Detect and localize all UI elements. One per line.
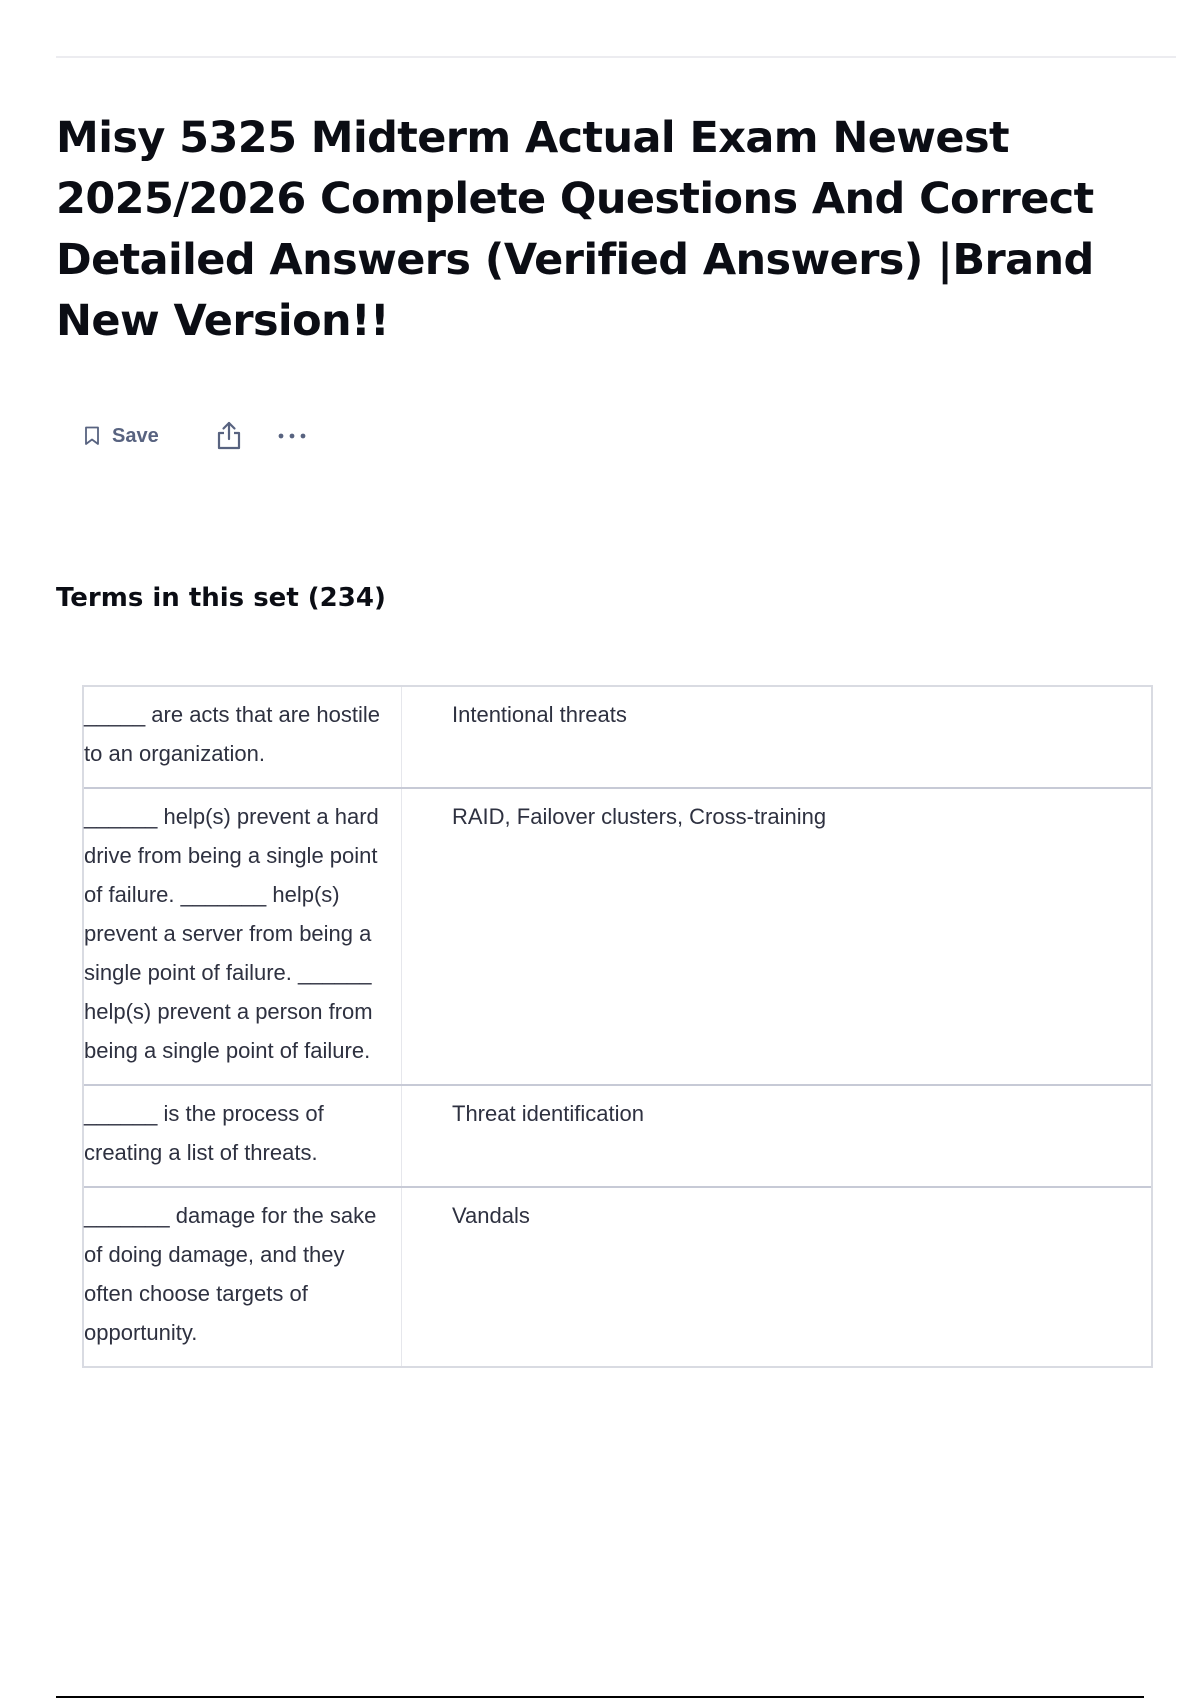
term-question: _______ damage for the sake of doing damage, and they often choose targets of opportunity. [84, 1188, 402, 1366]
term-row [84, 787, 1151, 1084]
share-icon [215, 421, 243, 451]
term-question: ______ is the process of creating a list of threats. [84, 1086, 402, 1186]
term-row [84, 1084, 1151, 1186]
action-bar [84, 418, 307, 454]
term-answer: RAID, Failover clusters, Cross-training [452, 804, 827, 829]
terms-heading: Terms in this set (234) [56, 583, 386, 613]
term-row [84, 1186, 1151, 1366]
term-answer: Intentional threats [452, 702, 627, 727]
term-answer: Vandals [452, 1203, 530, 1228]
more-options-button[interactable] [277, 432, 307, 440]
save-label: Save [112, 424, 159, 447]
term-question: ______ help(s) prevent a hard drive from being a single point of failure. _______ help(s) prevent a server from being a single point of failure. ______ help(s) prevent a person from being a single point of failure. [84, 789, 402, 1084]
more-horizontal-icon [277, 432, 307, 440]
save-button[interactable] [84, 425, 159, 448]
bottom-divider [56, 1696, 1144, 1698]
term-question: _____ are acts that are hostile to an organization. [84, 687, 402, 787]
share-button[interactable] [215, 421, 243, 451]
term-answer: Threat identification [452, 1101, 644, 1126]
document-title: Misy 5325 Midterm Actual Exam Newest 2025/2026 Complete Questions And Correct Detailed Answers (Verified Answers) |Brand New Version!! [56, 113, 1094, 346]
term-row [84, 687, 1151, 787]
bookmark-icon [84, 426, 112, 446]
top-divider [56, 56, 1176, 58]
terms-table [82, 685, 1153, 1368]
